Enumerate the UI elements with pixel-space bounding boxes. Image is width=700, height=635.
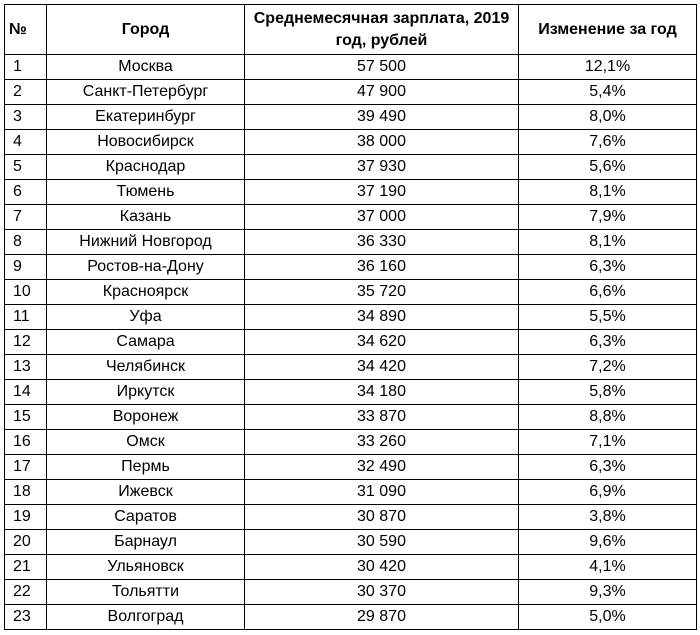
table-row [5,255,697,280]
table-row [5,180,697,205]
table-row [5,305,697,330]
table-row [5,605,697,630]
salary-value: 30 590 [245,530,519,555]
table-row [5,280,697,305]
salary-table [4,4,697,630]
row-number: 2 [5,80,47,105]
header-city: Город [47,5,245,55]
row-number: 19 [5,505,47,530]
row-number: 11 [5,305,47,330]
header-change: Изменение за год [519,5,697,55]
row-number: 16 [5,430,47,455]
change-value: 5,0% [519,605,697,630]
row-number: 17 [5,455,47,480]
city-name: Барнаул [47,530,245,555]
salary-value: 32 490 [245,455,519,480]
salary-value: 30 370 [245,580,519,605]
city-name: Самара [47,330,245,355]
row-number: 1 [5,55,47,80]
row-number: 22 [5,580,47,605]
change-value: 12,1% [519,55,697,80]
change-value: 6,6% [519,280,697,305]
city-name: Волгоград [47,605,245,630]
change-value: 7,6% [519,130,697,155]
salary-value: 30 870 [245,505,519,530]
row-number: 14 [5,380,47,405]
table-row [5,155,697,180]
row-number: 21 [5,555,47,580]
salary-value: 47 900 [245,80,519,105]
change-value: 6,3% [519,255,697,280]
table-header-row [5,5,697,55]
row-number: 15 [5,405,47,430]
salary-value: 29 870 [245,605,519,630]
change-value: 8,0% [519,105,697,130]
change-value: 8,8% [519,405,697,430]
row-number: 4 [5,130,47,155]
change-value: 9,6% [519,530,697,555]
row-number: 3 [5,105,47,130]
table-row [5,80,697,105]
table-row [5,330,697,355]
change-value: 9,3% [519,580,697,605]
city-name: Воронеж [47,405,245,430]
table-row [5,55,697,80]
change-value: 3,8% [519,505,697,530]
city-name: Тюмень [47,180,245,205]
city-name: Челябинск [47,355,245,380]
change-value: 7,1% [519,430,697,455]
city-name: Москва [47,55,245,80]
table-row [5,105,697,130]
salary-value: 31 090 [245,480,519,505]
salary-value: 34 420 [245,355,519,380]
table-row [5,455,697,480]
change-value: 7,9% [519,205,697,230]
city-name: Екатеринбург [47,105,245,130]
change-value: 5,8% [519,380,697,405]
city-name: Краснодар [47,155,245,180]
salary-value: 37 190 [245,180,519,205]
city-name: Санкт-Петербург [47,80,245,105]
row-number: 7 [5,205,47,230]
row-number: 9 [5,255,47,280]
row-number: 23 [5,605,47,630]
change-value: 6,3% [519,330,697,355]
table-row [5,205,697,230]
change-value: 5,4% [519,80,697,105]
city-name: Уфа [47,305,245,330]
city-name: Саратов [47,505,245,530]
table-body [5,55,697,630]
salary-value: 33 260 [245,430,519,455]
city-name: Новосибирск [47,130,245,155]
salary-value: 38 000 [245,130,519,155]
change-value: 8,1% [519,230,697,255]
row-number: 10 [5,280,47,305]
row-number: 13 [5,355,47,380]
change-value: 6,3% [519,455,697,480]
city-name: Ростов-на-Дону [47,255,245,280]
change-value: 5,6% [519,155,697,180]
change-value: 4,1% [519,555,697,580]
table-row [5,530,697,555]
header-salary: Среднемесячная зарплата, 2019 год, рублей [245,5,519,55]
table-row [5,505,697,530]
city-name: Пермь [47,455,245,480]
salary-value: 37 930 [245,155,519,180]
table-row [5,430,697,455]
table-row [5,580,697,605]
table-row [5,480,697,505]
city-name: Казань [47,205,245,230]
salary-value: 57 500 [245,55,519,80]
header-number: № [5,5,47,55]
salary-value: 34 620 [245,330,519,355]
row-number: 6 [5,180,47,205]
city-name: Ижевск [47,480,245,505]
city-name: Нижний Новгород [47,230,245,255]
salary-value: 36 160 [245,255,519,280]
salary-value: 33 870 [245,405,519,430]
change-value: 8,1% [519,180,697,205]
table-row [5,230,697,255]
change-value: 7,2% [519,355,697,380]
salary-value: 34 180 [245,380,519,405]
row-number: 12 [5,330,47,355]
city-name: Тольятти [47,580,245,605]
table-row [5,380,697,405]
table-row [5,555,697,580]
row-number: 5 [5,155,47,180]
row-number: 18 [5,480,47,505]
city-name: Ульяновск [47,555,245,580]
table-row [5,130,697,155]
change-value: 5,5% [519,305,697,330]
city-name: Иркутск [47,380,245,405]
table-row [5,355,697,380]
salary-value: 34 890 [245,305,519,330]
change-value: 6,9% [519,480,697,505]
city-name: Красноярск [47,280,245,305]
salary-value: 36 330 [245,230,519,255]
table-row [5,405,697,430]
salary-value: 39 490 [245,105,519,130]
salary-value: 30 420 [245,555,519,580]
row-number: 8 [5,230,47,255]
salary-value: 37 000 [245,205,519,230]
row-number: 20 [5,530,47,555]
salary-value: 35 720 [245,280,519,305]
city-name: Омск [47,430,245,455]
